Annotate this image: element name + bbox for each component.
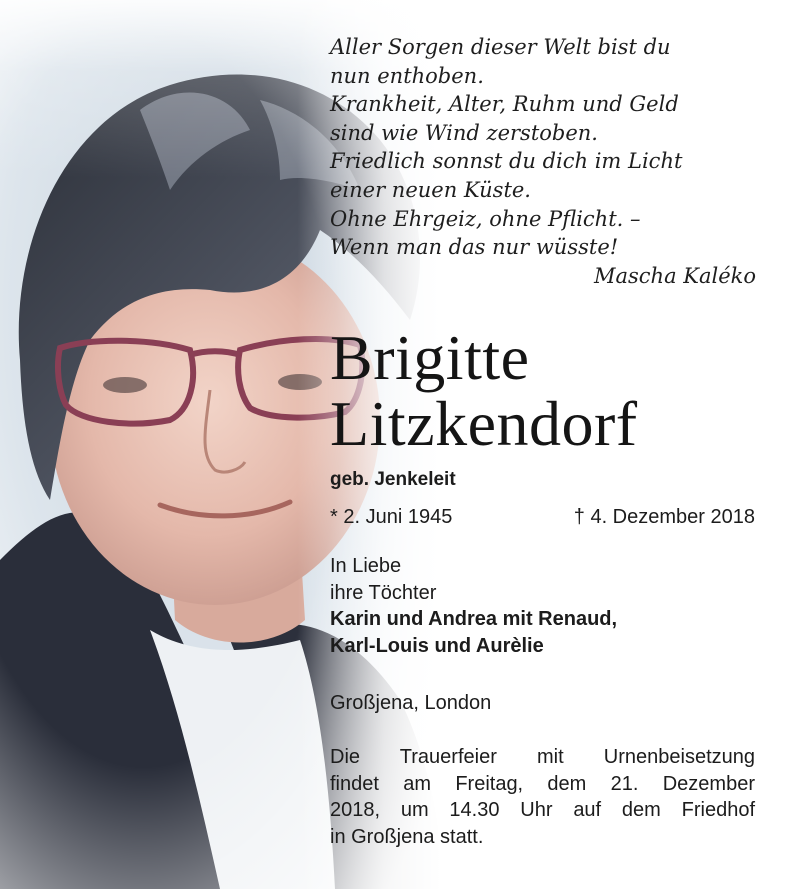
birth-name: geb. Jenkeleit [330,469,456,490]
ceremony-line: Die Trauerfeier mit Urnenbeisetzung [330,746,755,768]
death-date: † 4. Dezember 2018 [573,506,755,528]
memorial-poem [330,33,760,290]
poem-line: sind wie Wind zerstoben. [330,120,598,145]
ceremony-line: in Großjena statt. [330,825,484,848]
poem-line: nun enthoben. [330,63,484,88]
last-name: Litzkendorf [330,388,638,459]
deceased-name [330,322,790,459]
family-mourners [330,553,617,659]
ceremony-line: findet am Freitag, dem 21. Dezember [330,772,755,795]
poem-line: Ohne Ehrgeiz, ohne Pflicht. – [330,206,641,231]
life-dates [330,506,755,529]
place-line: Großjena, London [330,692,492,714]
poem-line: Aller Sorgen dieser Welt bist du [330,35,671,59]
birth-date: * 2. Juni 1945 [330,506,453,528]
first-name: Brigitte [330,322,530,393]
poem-author: Mascha Kaléko [593,263,756,288]
poem-line: Krankheit, Alter, Ruhm und Geld [330,92,679,117]
poem-line: einer neuen Küste. [330,177,531,202]
family-names: Karl-Louis und Aurèlie [330,634,544,657]
poem-line: Wenn man das nur wüsste! [330,235,619,260]
funeral-ceremony-info [330,744,755,850]
family-line: In Liebe [330,555,402,577]
poem-line: Friedlich sonnst du dich im Licht [330,149,683,174]
family-names: Karin und Andrea mit Renaud, [330,608,618,630]
family-line: ihre Töchter [330,581,437,604]
ceremony-line: 2018, um 14.30 Uhr auf dem Friedhof [330,799,755,821]
